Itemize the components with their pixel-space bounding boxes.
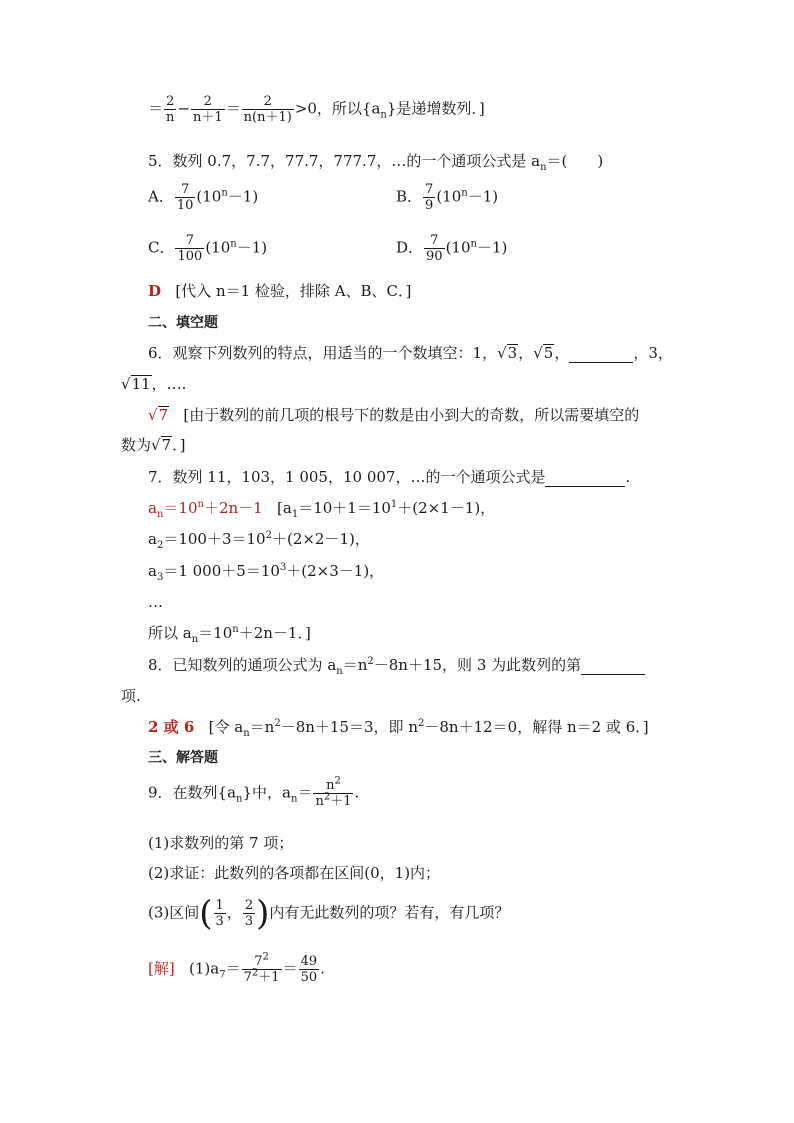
answer-value: 2 或 6 [148,718,195,736]
question-8-cont: 项. [121,687,141,705]
question-7: 7．数列 11，103，1 005，10 007，…的一个通项公式是 . [148,468,631,486]
fraction: $\frac{n^2}{n^2+1}$ [315,775,352,809]
option-a: A． $\frac{7}{10}$ $(10^n-1)$ [148,182,259,213]
question-6-cont: √11，…. [121,375,187,393]
question-9: 9．在数列$\{a_n\}$中，$a_n=$ $\frac{n^2}{n^2+1}$ . [148,775,360,809]
answer-6-cont: 数为√7．] [121,436,186,454]
option-c: C． $\frac{7}{100}$ $(10^n-1)$ [148,233,268,264]
fraction: $\frac{7^2}{7^2+1}$ [243,951,280,985]
fraction: $\frac{49}{50}$ [300,954,318,985]
answer-value: √7 [148,406,169,424]
question-6: 6．观察下列数列的特点，用适当的一个数填空：1，√3，√5， ，3， [148,344,673,362]
line-q4-conclusion: ＝ $\frac{2}{n}$ − $\frac{2}{n+1}$ ＝ $\frac{2}{n(n+1)}$ >0，所以$\{a_n\}$是递增数列．] [148,94,485,125]
answer-7-line2: $a_2=100+3=10^2+(2\times 2-1)$， [148,530,370,551]
answer-6: √7 [由于数列的前几项的根号下的数是由小到大的奇数，所以需要填空的 [148,406,640,424]
fraction: $\frac{2}{n}$ [166,94,175,125]
answer-7-conclusion: 所以 $a_n=10^n+2n-1$．] [148,624,311,645]
answer-blank[interactable] [545,470,625,487]
section-heading-solve: 三、解答题 [148,750,218,766]
question-5: 5．数列 0.7，7.7，77.7，777.7，…的一个通项公式是 $a_n=$( ) [148,152,604,173]
question-9-part-3: (3)区间( $\frac{1}{3}$ ， $\frac{2}{3}$ )内有无此数列的项？若有，有几项？ [148,893,510,934]
section-heading-fill-in: 二、填空题 [148,315,218,331]
answer-blank[interactable] [581,658,645,675]
answer-letter: D [148,282,162,300]
question-9-part-2: (2)求证：此数列的各项都在区间(0，1)内； [148,864,441,882]
fraction: $\frac{2}{n(n+1)}$ [243,94,292,125]
answer-7-dots: … [148,593,163,611]
option-d: D． $\frac{7}{90}$ $(10^n-1)$ [396,233,508,264]
solution-label: [解] [148,959,175,978]
answer-value: $a_n=10^n+2n-1$ [148,499,263,520]
answer-5: D [代入 n＝1 检验，排除 A、B、C．] [148,282,412,300]
solution-9: [解] $(1)a_7=$ $\frac{7^2}{7^2+1}$ ＝ $\frac{49}{50}$ . [148,951,325,985]
answer-8: 2 或 6 [令 $a_n=n^2-8n+15=3$，即 $n^2-8n+12=0$，解得 n＝2 或 6．] [148,718,649,739]
answer-7: $a_n=10^n+2n-1$ [$a_1=10+1=10^1+(2\times 1-1)$， [148,499,496,520]
fraction: $\frac{2}{n+1}$ [192,94,223,125]
answer-blank[interactable] [569,346,633,363]
option-b: B． $\frac{7}{9}$ $(10^n-1)$ [396,182,499,213]
question-8: 8．已知数列的通项公式为 $a_n=n^2-8n+15$，则 3 为此数列的第 [148,655,645,675]
question-9-part-1: (1)求数列的第 7 项； [148,834,294,852]
answer-7-line3: $a_3=1$ $000+5=10^3+(2\times 3-1)$， [148,562,385,583]
